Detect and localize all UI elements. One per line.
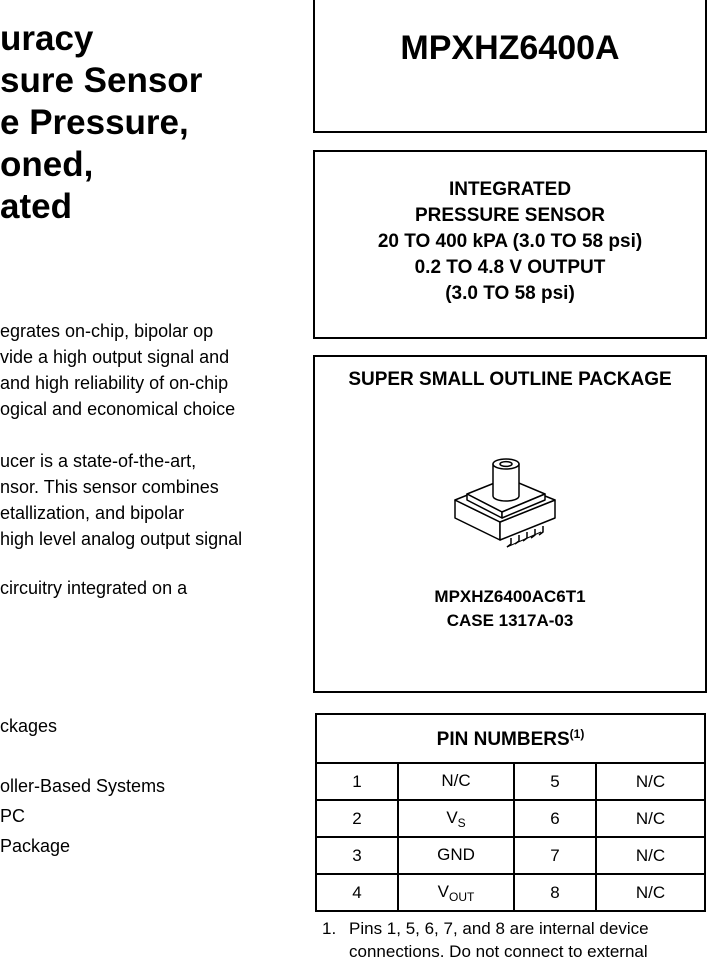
spec-line: INTEGRATED	[448, 179, 572, 200]
table-row	[316, 763, 705, 800]
pin-number: 4	[316, 874, 398, 911]
feature-item: Package	[0, 836, 71, 856]
title-line: sure Sensor	[0, 61, 203, 100]
description-paragraph-2	[0, 448, 300, 552]
package-info	[315, 585, 705, 633]
text-line: nsor. This sensor combines	[0, 477, 219, 497]
package-part-number: MPXHZ6400AC6T1	[434, 587, 586, 606]
part-number: MPXHZ6400A	[400, 29, 620, 67]
table-row	[316, 800, 705, 837]
footnote	[322, 917, 649, 963]
text-line: ogical and economical choice	[0, 399, 236, 419]
description-paragraph-3	[0, 575, 300, 601]
text-line: ucer is a state-of-the-art,	[0, 451, 197, 471]
pin-table-heading: PIN NUMBERS$^{(1)}$	[316, 714, 705, 763]
text-line: egrates on-chip, bipolar op	[0, 321, 214, 341]
title-line: ated	[0, 187, 72, 226]
pin-number: 2	[316, 800, 398, 837]
description-paragraph-1	[0, 318, 300, 422]
table-row	[316, 837, 705, 874]
pin-number: 5	[514, 763, 596, 800]
feature-item: PC	[0, 806, 26, 826]
package-drawing	[445, 450, 575, 560]
pin-number: 7	[514, 837, 596, 874]
pin-number: 6	[514, 800, 596, 837]
feature-item: oller-Based Systems	[0, 776, 166, 796]
text-line: high level analog output signal	[0, 529, 243, 549]
text-line: vide a high output signal and	[0, 347, 230, 367]
pin-function: $V_{OUT}$	[398, 874, 514, 911]
package-heading: SUPER SMALL OUTLINE PACKAGE	[348, 369, 672, 390]
spec-line: 0.2 TO 4.8 V OUTPUT	[414, 257, 606, 278]
pin-function: GND	[398, 837, 514, 874]
footnote-number: 1.	[322, 919, 337, 938]
pin-function: $V_S$	[398, 800, 514, 837]
pin-number: 8	[514, 874, 596, 911]
table-row	[316, 874, 705, 911]
spec-line: (3.0 TO 58 psi)	[445, 283, 575, 304]
text-line: etallization, and bipolar	[0, 503, 185, 523]
pin-numbers-table	[315, 713, 706, 912]
text-line: circuitry integrated on a	[0, 578, 188, 598]
text-line: and high reliability of on-chip	[0, 373, 229, 393]
title-line: oned,	[0, 145, 94, 184]
spec-line: PRESSURE SENSOR	[414, 205, 606, 226]
title-line: e Pressure,	[0, 103, 189, 142]
spec-box	[313, 150, 707, 339]
page-title	[0, 18, 300, 228]
package-case: CASE 1317A-03	[446, 611, 574, 630]
spec-line: 20 TO 400 kPA (3.0 TO 58 psi)	[377, 231, 643, 252]
feature-item: ckages	[0, 716, 58, 736]
title-line: uracy	[0, 19, 94, 58]
pin-number: 1	[316, 763, 398, 800]
footnote-line: connections. Do not connect to external	[349, 942, 648, 961]
pin-number: 3	[316, 837, 398, 874]
part-number-box	[313, 0, 707, 133]
pin-function: N/C	[596, 800, 705, 837]
package-box	[313, 355, 707, 693]
pin-function: N/C	[596, 837, 705, 874]
spec-text	[315, 177, 705, 307]
pin-function: N/C	[398, 763, 514, 800]
pin-function: N/C	[596, 763, 705, 800]
footnote-line: Pins 1, 5, 6, 7, and 8 are internal device	[349, 919, 649, 938]
pin-function: N/C	[596, 874, 705, 911]
